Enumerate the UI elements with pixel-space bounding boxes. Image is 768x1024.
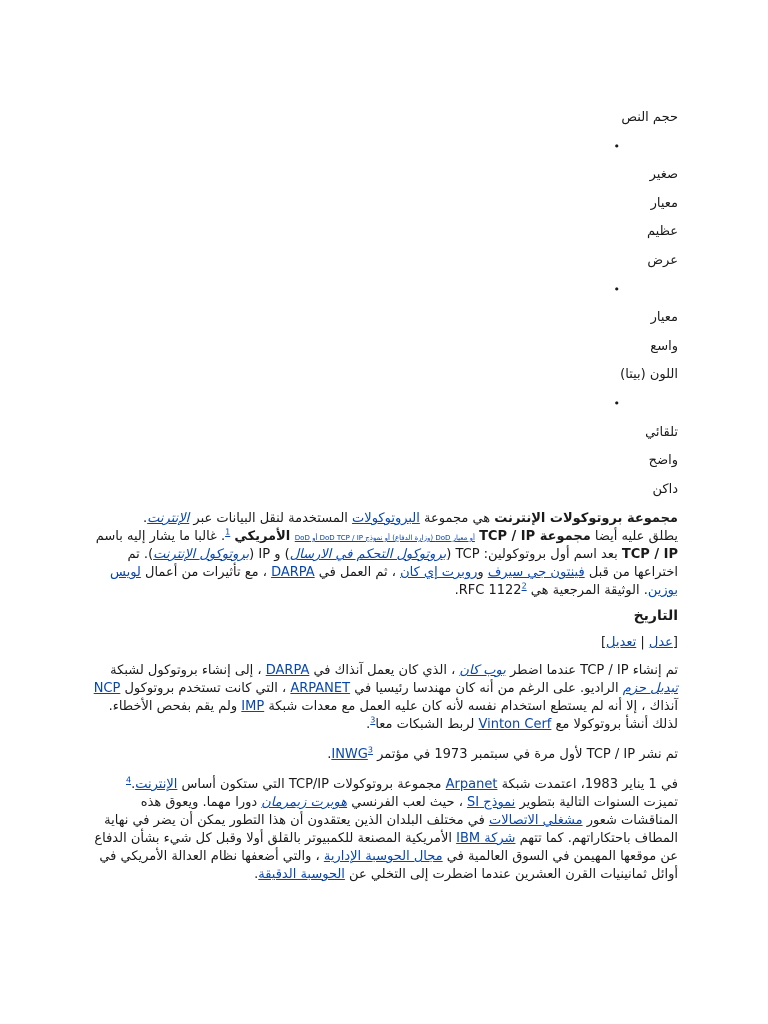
option-width-standard[interactable]: معيار	[650, 310, 678, 326]
link-admin-computing[interactable]: مجال الحوسبة الإدارية	[323, 849, 443, 864]
intro-paragraph: مجموعة بروتوكولات الإنترنت هي مجموعة البروتوكولات المستخدمة لنقل البيانات عبر الإنترنت. يطلق عليه أيضا مجموعة TCP / IP أو معيار DoD (وزارة الدفاع) أو نموذج DoD TCP / IP أو DoD الأمريكي $^1$. غالبا ما يشار إليه باسم TCP / IP بعد اسم أول بروتوكولين: TCP (بروتوكول التحكم في الارسال) و IP (بروتوكول الإنترنت). تم اختراعها من قبل فينتون جي سيرف وروبرت إي كان ، ثم العمل في DARPA ، مع تأثيرات من أعمال لويس بوزين. الوثيقة المرجعية هي RFC 1122$^2$.	[95, 511, 678, 598]
color-heading: اللون (بيتا)	[620, 367, 678, 383]
link-ncp[interactable]: NCP	[93, 681, 121, 696]
link-pouzin[interactable]: لويس بوزين	[110, 565, 678, 598]
link-bob-kahn[interactable]: بوب كان	[459, 663, 506, 678]
width-heading: عرض	[647, 252, 678, 268]
bold-tcpip-suite: مجموعة TCP / IP	[479, 529, 591, 544]
link-ibm[interactable]: شركة IBM	[456, 831, 516, 846]
link-ip[interactable]: بروتوكول الإنترنت	[153, 547, 250, 562]
footnote-2[interactable]: 2	[521, 581, 527, 591]
link-telecom-operators[interactable]: مشغلي الاتصالات	[488, 813, 583, 828]
bold-american: الأمريكي	[234, 529, 295, 544]
link-zimmermann[interactable]: هوبرت زيمرمان	[261, 795, 348, 810]
option-size-standard[interactable]: معيار	[650, 195, 678, 211]
option-size-small[interactable]: صغير	[649, 167, 678, 183]
bullet-icon: •	[613, 139, 620, 153]
link-internet[interactable]: الإنترنت	[147, 511, 190, 526]
link-inwg[interactable]: INWG	[331, 747, 368, 762]
display-settings-menu	[528, 104, 678, 504]
link-darpa[interactable]: DARPA	[271, 565, 315, 580]
history-paragraph-3: في 1 يناير 1983، اعتمدت شبكة Arpanet مجموعة بروتوكولات TCP/IP التي ستكون أساس الإنترنت.$^4$ تميزت السنوات التالية بتطوير نموذج SI ، حيث لعب الفرنسي هوبرت زيمرمان دورا مهما. ويعوق هذه المناقشات شعور مشغلي الاتصالات في مختلف البلدان الذين يعتقدون أن هذا التطور يمكن أن يضر في نهاية المطاف باحتكاراتهم. كما تتهم شركة IBM الأمريكية المصنعة للكمبيوتر بالقلق أولا وقبل كل شيء بشأن الدفاع عن موقعها المهيمن في السوق العالمية في مجال الحوسبة الإدارية ، والتي أضعفها نظام العدالة الأمريكي في أوائل ثمانينيات القرن العشرين عندما اضطرت إلى التخلي عن الحوسبة الدقيقة.	[94, 775, 678, 882]
link-arpanet-2[interactable]: Arpanet	[445, 777, 498, 792]
edit-links: [عدل | تعديل]	[600, 635, 678, 650]
link-arpanet[interactable]: ARPANET	[290, 681, 351, 696]
link-packet-switching[interactable]: تبديل حزم	[622, 681, 678, 696]
history-heading: التاريخ	[633, 608, 678, 624]
edit-link[interactable]: عدل	[648, 635, 673, 650]
rfc-reference: RFC 1122	[458, 583, 522, 598]
option-color-auto[interactable]: تلقائي	[645, 424, 678, 440]
option-size-large[interactable]: عظيم	[647, 224, 678, 240]
link-vinton-cerf[interactable]: Vinton Cerf	[478, 717, 552, 732]
footnote-3[interactable]: 3	[370, 715, 376, 725]
option-color-dark[interactable]: داكن	[652, 481, 678, 497]
footnote-3b[interactable]: 3	[367, 745, 373, 755]
link-tcp[interactable]: بروتوكول التحكم في الارسال	[289, 547, 447, 562]
link-dod-note[interactable]: أو معيار DoD (وزارة الدفاع) أو نموذج DoD TCP / IP أو DoD	[294, 534, 475, 542]
bullet-icon: •	[613, 396, 620, 410]
bullet-icon: •	[613, 282, 620, 296]
link-osi-model[interactable]: نموذج SI	[467, 795, 516, 810]
modify-link[interactable]: تعديل	[606, 635, 637, 650]
article-title-term: مجموعة بروتوكولات الإنترنت	[494, 511, 678, 526]
link-imp[interactable]: IMP	[241, 699, 265, 714]
bold-tcpip: TCP / IP	[621, 547, 678, 562]
option-color-light[interactable]: واضح	[648, 453, 678, 469]
option-width-wide[interactable]: واسع	[650, 338, 678, 354]
link-cerf[interactable]: فينتون جي سيرف	[487, 565, 585, 580]
footnote-1[interactable]: 1	[225, 527, 231, 537]
history-paragraph-2: تم نشر TCP / IP لأول مرة في سبتمبر 1973 في مؤتمر INWG$^3$.	[327, 745, 678, 762]
link-darpa-2[interactable]: DARPA	[265, 663, 310, 678]
text-size-heading: حجم النص	[621, 110, 678, 125]
link-protocols[interactable]: البروتوكولات	[352, 511, 420, 526]
footnote-4[interactable]: 4	[126, 775, 132, 785]
link-kahn[interactable]: روبرت إي كان	[400, 565, 478, 580]
article-content	[92, 510, 678, 896]
link-internet-2[interactable]: الإنترنت	[135, 777, 178, 792]
history-paragraph-1: تم إنشاء TCP / IP عندما اضطر بوب كان ، الذي كان يعمل آنذاك في DARPA ، إلى إنشاء بروتوكول لشبكة تبديل حزم الراديو. على الرغم من أنه كان مهندسا رئيسيا في ARPANET ، التي كانت تستخدم بروتوكول NCP آنذاك ، إلا أنه لم يستطع استخدام نفسه لأنه كان عليه العمل مع معدات شبكة IMP ولم يقم بفحص الأخطاء. لذلك أنشأ بروتوكولا مع Vinton Cerf لربط الشبكات معا$^3$.	[93, 663, 678, 732]
link-microcomputing[interactable]: الحوسبة الدقيقة	[258, 867, 345, 882]
